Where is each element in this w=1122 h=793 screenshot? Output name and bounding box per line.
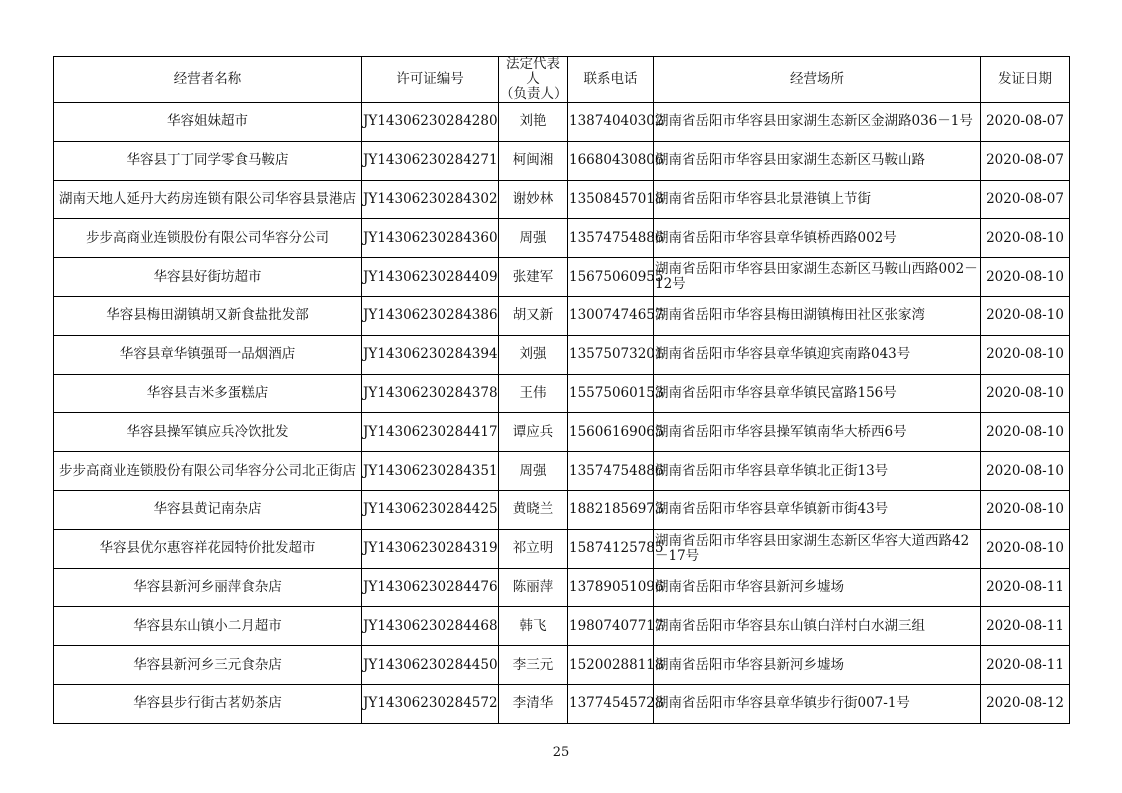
cell-address: 湖南省岳阳市华容县新河乡墟场 (654, 568, 981, 607)
cell-license-number: JY14306230284409 (362, 258, 499, 297)
cell-legal-representative: 刘强 (499, 335, 568, 374)
table-row (54, 413, 1070, 452)
table-row (54, 529, 1070, 568)
cell-legal-representative: 柯闽湘 (499, 141, 568, 180)
cell-issue-date: 2020-08-10 (981, 374, 1070, 413)
page-number: 25 (552, 745, 570, 760)
header-rep-line1: 法定代表人 (506, 56, 560, 87)
table-row (54, 141, 1070, 180)
cell-legal-representative: 韩飞 (499, 607, 568, 646)
table-row (54, 646, 1070, 685)
cell-issue-date: 2020-08-07 (981, 180, 1070, 219)
cell-issue-date: 2020-08-10 (981, 258, 1070, 297)
cell-issue-date: 2020-08-10 (981, 490, 1070, 529)
cell-phone: 13508457018 (568, 180, 654, 219)
cell-address: 湖南省岳阳市华容县梅田湖镇梅田社区张家湾 (654, 296, 981, 335)
cell-phone: 13789051096 (568, 568, 654, 607)
cell-address: 湖南省岳阳市华容县章华镇桥西路002号 (654, 219, 981, 258)
cell-issue-date: 2020-08-10 (981, 413, 1070, 452)
cell-license-number: JY14306230284572 (362, 684, 499, 723)
cell-operator-name: 华容县丁丁同学零食马鞍店 (54, 141, 362, 180)
header-legal-representative (499, 57, 568, 103)
cell-operator-name: 华容县好街坊超市 (54, 258, 362, 297)
cell-operator-name: 华容县优尔惠容祥花园特价批发超市 (54, 529, 362, 568)
cell-legal-representative: 祁立明 (499, 529, 568, 568)
header-issue-date: 发证日期 (981, 57, 1070, 103)
cell-operator-name: 华容县新河乡丽萍食杂店 (54, 568, 362, 607)
cell-operator-name: 华容县步行街古茗奶茶店 (54, 684, 362, 723)
cell-phone: 19807407717 (568, 607, 654, 646)
table-row (54, 374, 1070, 413)
cell-license-number: JY14306230284476 (362, 568, 499, 607)
cell-address: 湖南省岳阳市华容县操军镇南华大桥西6号 (654, 413, 981, 452)
header-operator-name: 经营者名称 (54, 57, 362, 103)
cell-operator-name: 华容姐妹超市 (54, 103, 362, 142)
cell-license-number: JY14306230284468 (362, 607, 499, 646)
cell-license-number: JY14306230284378 (362, 374, 499, 413)
cell-issue-date: 2020-08-11 (981, 568, 1070, 607)
table-row (54, 568, 1070, 607)
table-row (54, 296, 1070, 335)
cell-issue-date: 2020-08-10 (981, 452, 1070, 491)
cell-issue-date: 2020-08-07 (981, 141, 1070, 180)
cell-address: 湖南省岳阳市华容县田家湖生态新区马鞍山路 (654, 141, 981, 180)
cell-phone: 18821856973 (568, 490, 654, 529)
cell-license-number: JY14306230284417 (362, 413, 499, 452)
cell-issue-date: 2020-08-11 (981, 646, 1070, 685)
cell-operator-name: 华容县新河乡三元食杂店 (54, 646, 362, 685)
table-body (54, 103, 1070, 724)
cell-issue-date: 2020-08-10 (981, 296, 1070, 335)
cell-address: 湖南省岳阳市华容县章华镇民富路156号 (654, 374, 981, 413)
cell-phone: 13575073201 (568, 335, 654, 374)
header-license-number: 许可证编号 (362, 57, 499, 103)
cell-license-number: JY14306230284425 (362, 490, 499, 529)
header-phone: 联系电话 (568, 57, 654, 103)
cell-phone: 13574754886 (568, 219, 654, 258)
cell-phone: 15575060153 (568, 374, 654, 413)
table-row (54, 452, 1070, 491)
cell-issue-date: 2020-08-07 (981, 103, 1070, 142)
table-row (54, 684, 1070, 723)
cell-legal-representative: 王伟 (499, 374, 568, 413)
cell-license-number: JY14306230284394 (362, 335, 499, 374)
cell-operator-name: 华容县东山镇小二月超市 (54, 607, 362, 646)
cell-legal-representative: 李三元 (499, 646, 568, 685)
header-rep-line2: （负责人） (500, 86, 568, 102)
cell-license-number: JY14306230284319 (362, 529, 499, 568)
cell-operator-name: 步步高商业连锁股份有限公司华容分公司 (54, 219, 362, 258)
cell-operator-name: 华容县章华镇强哥一品烟酒店 (54, 335, 362, 374)
cell-license-number: JY14306230284271 (362, 141, 499, 180)
cell-phone: 15606169065 (568, 413, 654, 452)
cell-phone: 13774545728 (568, 684, 654, 723)
license-table (53, 56, 1070, 724)
cell-issue-date: 2020-08-10 (981, 529, 1070, 568)
cell-phone: 13874040302 (568, 103, 654, 142)
cell-phone: 15874125785 (568, 529, 654, 568)
cell-issue-date: 2020-08-10 (981, 219, 1070, 258)
cell-operator-name: 华容县操军镇应兵冷饮批发 (54, 413, 362, 452)
table-row (54, 180, 1070, 219)
cell-legal-representative: 谢妙林 (499, 180, 568, 219)
cell-address: 湖南省岳阳市华容县新河乡墟场 (654, 646, 981, 685)
cell-address: 湖南省岳阳市华容县田家湖生态新区金湖路036－1号 (654, 103, 981, 142)
cell-legal-representative: 李清华 (499, 684, 568, 723)
cell-address: 湖南省岳阳市华容县章华镇步行街007-1号 (654, 684, 981, 723)
header-row (54, 57, 1070, 103)
header-address: 经营场所 (654, 57, 981, 103)
cell-legal-representative: 胡又新 (499, 296, 568, 335)
cell-address: 湖南省岳阳市华容县北景港镇上节街 (654, 180, 981, 219)
cell-phone: 15675060955 (568, 258, 654, 297)
cell-phone: 13574754886 (568, 452, 654, 491)
cell-phone: 15200288118 (568, 646, 654, 685)
table-row (54, 335, 1070, 374)
cell-operator-name: 步步高商业连锁股份有限公司华容分公司北正街店 (54, 452, 362, 491)
cell-license-number: JY14306230284302 (362, 180, 499, 219)
cell-legal-representative: 刘艳 (499, 103, 568, 142)
cell-phone: 13007474657 (568, 296, 654, 335)
cell-license-number: JY14306230284450 (362, 646, 499, 685)
table-row (54, 490, 1070, 529)
cell-license-number: JY14306230284360 (362, 219, 499, 258)
cell-operator-name: 华容县梅田湖镇胡又新食盐批发部 (54, 296, 362, 335)
table-row (54, 258, 1070, 297)
cell-address: 湖南省岳阳市华容县章华镇北正街13号 (654, 452, 981, 491)
cell-address: 湖南省岳阳市华容县章华镇迎宾南路043号 (654, 335, 981, 374)
cell-license-number: JY14306230284280 (362, 103, 499, 142)
cell-legal-representative: 黄晓兰 (499, 490, 568, 529)
cell-legal-representative: 张建军 (499, 258, 568, 297)
cell-operator-name: 华容县吉米多蛋糕店 (54, 374, 362, 413)
cell-legal-representative: 周强 (499, 452, 568, 491)
cell-phone: 16680430806 (568, 141, 654, 180)
cell-issue-date: 2020-08-12 (981, 684, 1070, 723)
cell-address: 湖南省岳阳市华容县章华镇新市街43号 (654, 490, 981, 529)
cell-issue-date: 2020-08-11 (981, 607, 1070, 646)
cell-license-number: JY14306230284386 (362, 296, 499, 335)
cell-address: 湖南省岳阳市华容县田家湖生态新区马鞍山西路002－12号 (654, 258, 981, 297)
cell-address: 湖南省岳阳市华容县东山镇白洋村白水湖三组 (654, 607, 981, 646)
cell-operator-name: 华容县黄记南杂店 (54, 490, 362, 529)
cell-license-number: JY14306230284351 (362, 452, 499, 491)
cell-legal-representative: 谭应兵 (499, 413, 568, 452)
cell-legal-representative: 陈丽萍 (499, 568, 568, 607)
table-header (54, 57, 1070, 103)
table-row (54, 607, 1070, 646)
cell-legal-representative: 周强 (499, 219, 568, 258)
cell-address: 湖南省岳阳市华容县田家湖生态新区华容大道西路42－17号 (654, 529, 981, 568)
cell-operator-name: 湖南天地人延丹大药房连锁有限公司华容县景港店 (54, 180, 362, 219)
table-row (54, 219, 1070, 258)
table-row (54, 103, 1070, 142)
cell-issue-date: 2020-08-10 (981, 335, 1070, 374)
